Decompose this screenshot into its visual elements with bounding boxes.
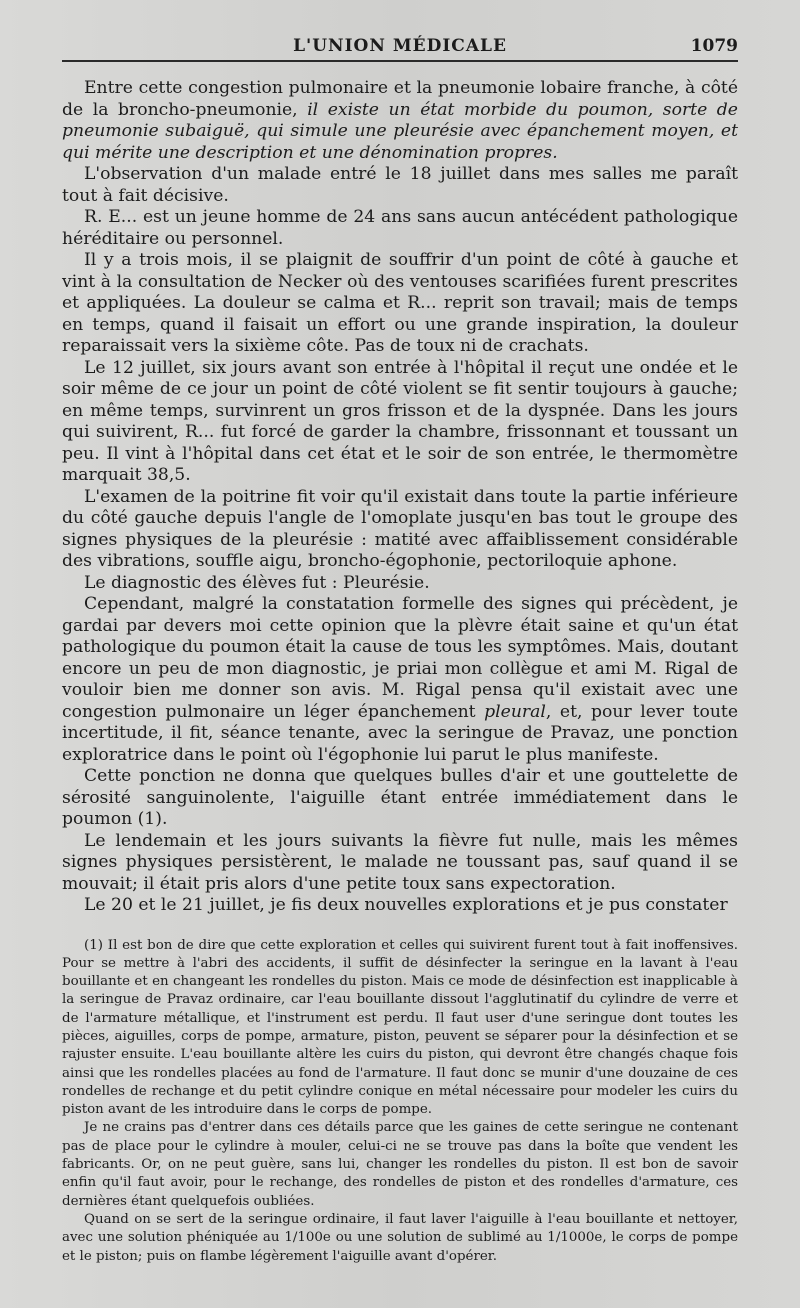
paragraph-1 <box>62 78 738 164</box>
paragraph-11: Le 20 et le 21 juillet, je fis deux nouvelles explorations et je pus constater <box>84 895 728 915</box>
paragraph-8-part-a: Cependant, malgré la constatation formelle des signes qui précèdent, je gardai par devers moi cette opinion que la plèvre était saine et qu'un état pathologique du poumon était la cause de tous les symptômes. Mais, doutant encore un peu de mon diagnostic, je priai mon collègue et ami M. Rigal de vouloir bien me donner son avis. M. Rigal pensa qu'il existait avec une congestion pulmonaire un léger épanchement <box>62 594 738 722</box>
paragraph-4: Il y a trois mois, il se plaignit de souffrir d'un point de côté à gauche et vint à la consultation de Necker où des ventouses scarifiées furent prescrites et appliquées. La douleur se calma et R... reprit son travail; mais de temps en temps, quand il faisait un effort ou une grande inspiration, la douleur reparaissait vers la sixième côte. Pas de toux ni de crachats. <box>62 250 738 356</box>
paragraph-10: Le lendemain et les jours suivants la fièvre fut nulle, mais les mêmes signes physiques persistèrent, le malade ne toussant pas, sauf quand il se mouvait; il était pris alors d'une petite toux sans expectoration. <box>62 830 738 894</box>
paragraph-3: R. E... est un jeune homme de 24 ans sans aucun antécédent pathologique héréditaire ou personnel. <box>62 207 738 249</box>
article-body <box>62 78 738 917</box>
footnote-3: Quand on se sert de la seringue ordinaire, il faut laver l'aiguille à l'eau bouillante et nettoyer, avec une solution phéniquée au 1/100e ou une solution de sublimé au 1/1000e, le corps de pompe et le piston; puis on flambe légèrement l'aiguille avant d'opérer. <box>62 1211 738 1264</box>
page-number: 1079 <box>690 36 738 56</box>
paragraph-8-italic: pleural <box>484 701 546 722</box>
paragraph-6: L'examen de la poitrine fit voir qu'il existait dans toute la partie inférieure du côté gauche depuis l'angle de l'omoplate jusqu'en bas tout le groupe des signes physiques de la pleurésie : matité avec affaiblissement considérable des vibrations, souffle aigu, broncho-égophonie, pectoriloquie aphone. <box>62 486 738 571</box>
page-header <box>62 36 738 62</box>
footnote-2: Je ne crains pas d'entrer dans ces détails parce que les gaines de cette seringue ne contenant pas de place pour le cylindre à mouler, celui-ci ne se trouve pas dans la boîte que vendent les fabricants. Or, on ne peut guère, sans lui, changer les rondelles du piston. Il est bon de savoir enfin qu'il faut avoir, pour le rechange, des rondelles de piston et des rondelles d'armature, ces dernières étant quelquefois oubliées. <box>62 1120 738 1209</box>
paragraph-5: Le 12 juillet, six jours avant son entrée à l'hôpital il reçut une ondée et le soir même de ce jour un point de côté violent se fit sentir toujours à gauche; en même temps, survinrent un gros frisson et de la dyspnée. Dans les jours qui suivirent, R... fut forcé de garder la chambre, frissonnant et toussant un peu. Il vint à l'hôpital dans cet état et le soir de son entrée, le thermomètre marquait 38,5. <box>62 357 738 485</box>
paragraph-7: Le diagnostic des élèves fut : Pleurésie. <box>84 572 430 593</box>
paragraph-1-roman: Entre cette congestion pulmonaire et la pneumonie lobaire franche, à côté de la broncho-pneumonie, <box>62 78 738 120</box>
footnotes <box>62 937 738 1266</box>
paragraph-8 <box>62 594 738 766</box>
paragraph-9: Cette ponction ne donna que quelques bulles d'air et une gouttelette de sérosité sanguinolente, l'aiguille étant entrée immédiatement dans le poumon (1). <box>62 766 738 829</box>
running-title: L'UNION MÉDICALE <box>293 36 507 56</box>
paragraph-8-part-c: , et, pour lever toute incertitude, il fit, séance tenante, avec la seringue de Pravaz, une ponction exploratrice dans le point où l'égophonie lui parut le plus manifeste. <box>62 701 738 765</box>
paragraph-2: L'observation d'un malade entré le 18 juillet dans mes salles me paraît tout à fait décisive. <box>62 164 738 206</box>
paragraph-1-italic: il existe un état morbide du poumon, sorte de pneumonie subaiguë, qui simule une pleurésie avec épanchement moyen, et qui mérite une description et une dénomination propres. <box>62 99 738 163</box>
footnote-1: (1) Il est bon de dire que cette exploration et celles qui suivirent furent tout à fait inoffensives. Pour se mettre à l'abri des accidents, il suffit de désinfecter la seringue en la lavant à l'eau bouillante et en changeant les rondelles du piston. Mais ce mode de désinfection est inapplicable à la seringue de Pravaz ordinaire, car l'eau bouillante dissout l'agglutinatif du cylindre de verre et de l'armature métallique, et l'instrument est perdu. Il faut user d'une seringue dont toutes les pièces, aiguilles, corps de pompe, armature, piston, peuvent se séparer pour la désinfection et se rajuster ensuite. L'eau bouillante altère les cuirs du piston, qui devront être changés chaque fois ainsi que les rondelles placées au fond de l'armature. Il faut donc se munir d'une douzaine de ces rondelles de rechange et du petit cylindre conique en métal nécessaire pour modeler les cuirs du piston avant de les introduire dans le corps de pompe. <box>62 937 738 1118</box>
